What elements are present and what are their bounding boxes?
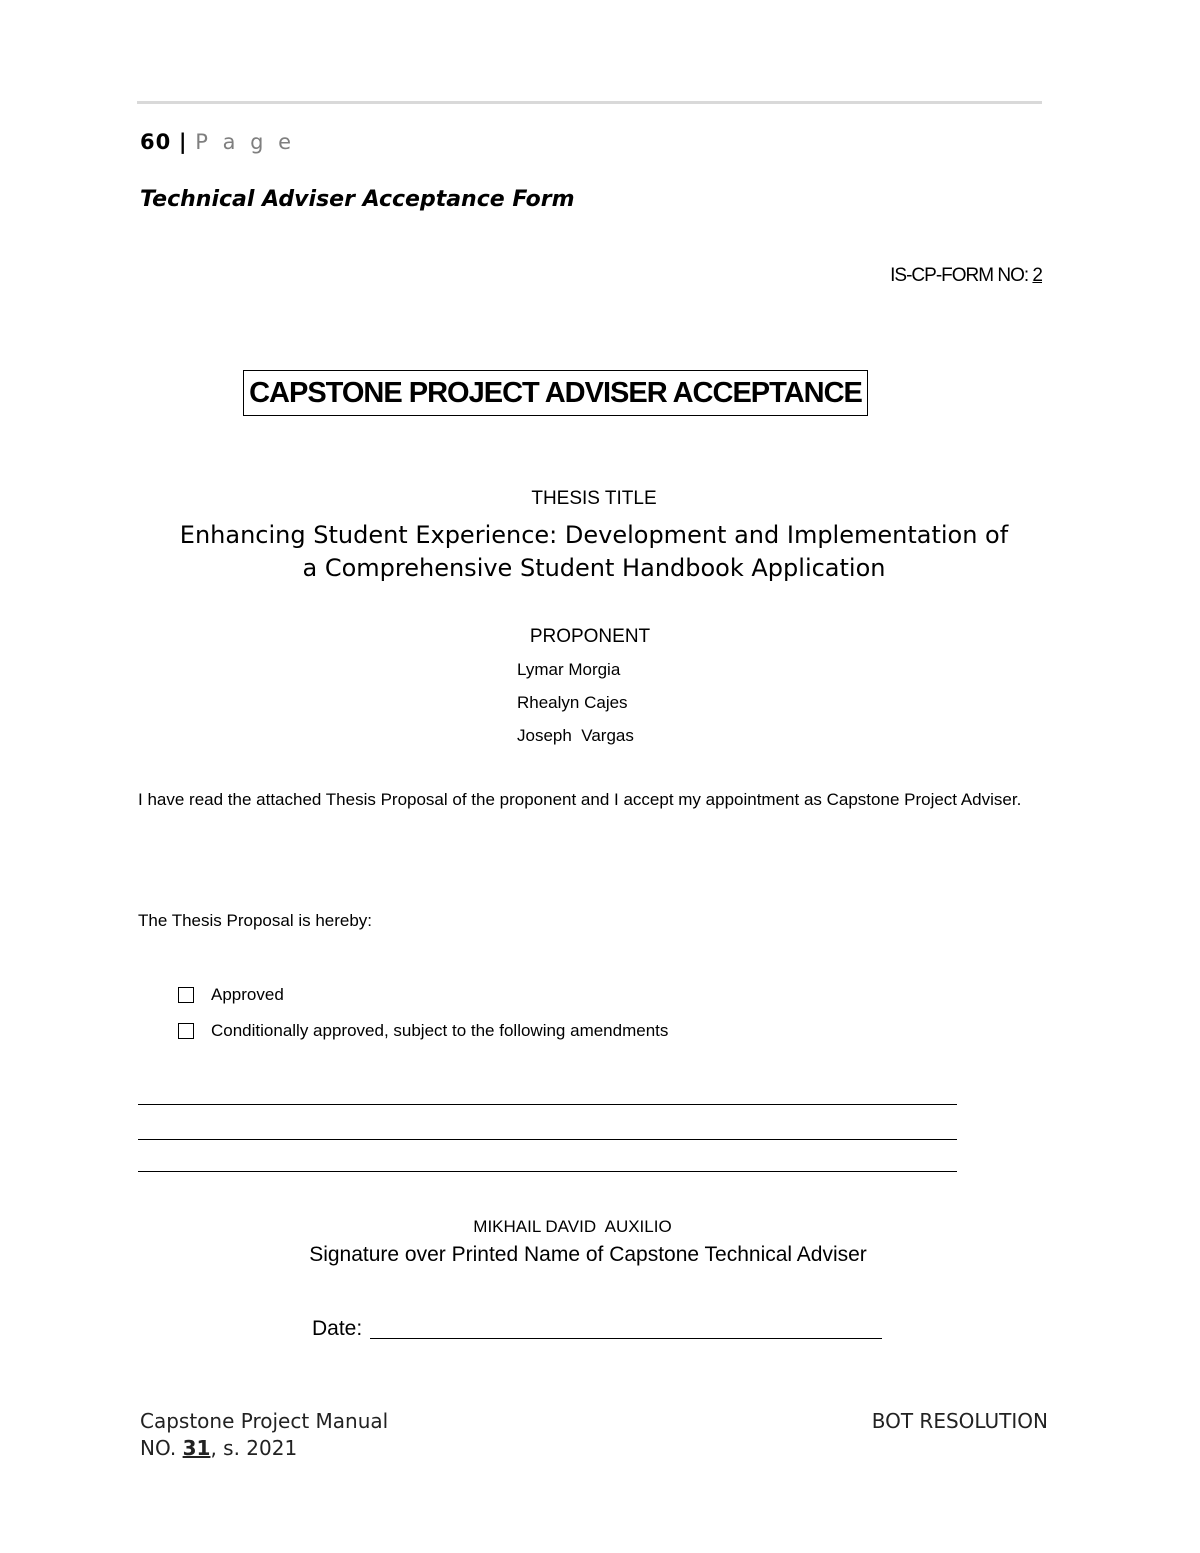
footer-resolution: BOT RESOLUTION: [871, 1409, 1048, 1433]
conditionally-approved-checkbox[interactable]: [178, 1023, 194, 1039]
thesis-title-label: THESIS TITLE: [531, 488, 657, 509]
amendment-line[interactable]: [138, 1139, 957, 1140]
proponent-name: Joseph Vargas: [517, 726, 634, 745]
page-number: [140, 130, 295, 154]
form-number: [890, 265, 1042, 287]
footer-no-suffix: , s. 2021: [210, 1436, 298, 1460]
main-title: CAPSTONE PROJECT ADVISER ACCEPTANCE: [243, 370, 868, 416]
thesis-title-line-2: a Comprehensive Student Handbook Application: [302, 554, 886, 582]
footer-manual: Capstone Project Manual: [140, 1409, 389, 1433]
option-label: Conditionally approved, subject to the following amendments: [211, 1021, 669, 1040]
footer-resolution-number: [140, 1436, 297, 1460]
thesis-title: [0, 519, 1188, 585]
option-conditionally-approved[interactable]: [178, 1021, 668, 1041]
proponent-name: Rhealyn Cajes: [517, 693, 628, 712]
acceptance-statement: I have read the attached Thesis Proposal of the proponent and I accept my appointment as Capstone Project Adviser.: [138, 790, 1022, 809]
page-number-separator: |: [178, 130, 188, 154]
footer-no-prefix: NO.: [140, 1436, 177, 1460]
header-rule: [137, 101, 1042, 104]
form-number-value: 2: [1032, 265, 1042, 286]
amendment-line[interactable]: [138, 1171, 957, 1172]
approved-checkbox[interactable]: [178, 987, 194, 1003]
footer-no-value: 31: [182, 1436, 211, 1460]
thesis-title-line-1: Enhancing Student Experience: Development and Implementation of: [179, 521, 1009, 549]
proponent-name: Lymar Morgia: [517, 660, 621, 679]
page-number-value: 60: [140, 130, 172, 154]
date-label: Date:: [312, 1317, 363, 1340]
form-number-label: IS-CP-FORM NO:: [890, 265, 1029, 286]
amendment-line[interactable]: [138, 1104, 957, 1105]
proponent-label: PROPONENT: [529, 626, 651, 647]
adviser-name: MIKHAIL DAVID AUXILIO: [473, 1217, 672, 1236]
date-line[interactable]: [370, 1338, 882, 1339]
signature-caption: Signature over Printed Name of Capstone Technical Adviser: [309, 1243, 867, 1266]
option-label: Approved: [211, 985, 284, 1004]
form-name: Technical Adviser Acceptance Form: [140, 187, 575, 212]
hereby-label: The Thesis Proposal is hereby:: [138, 911, 373, 930]
page-word: P a g e: [195, 130, 296, 154]
option-approved[interactable]: [178, 985, 284, 1005]
